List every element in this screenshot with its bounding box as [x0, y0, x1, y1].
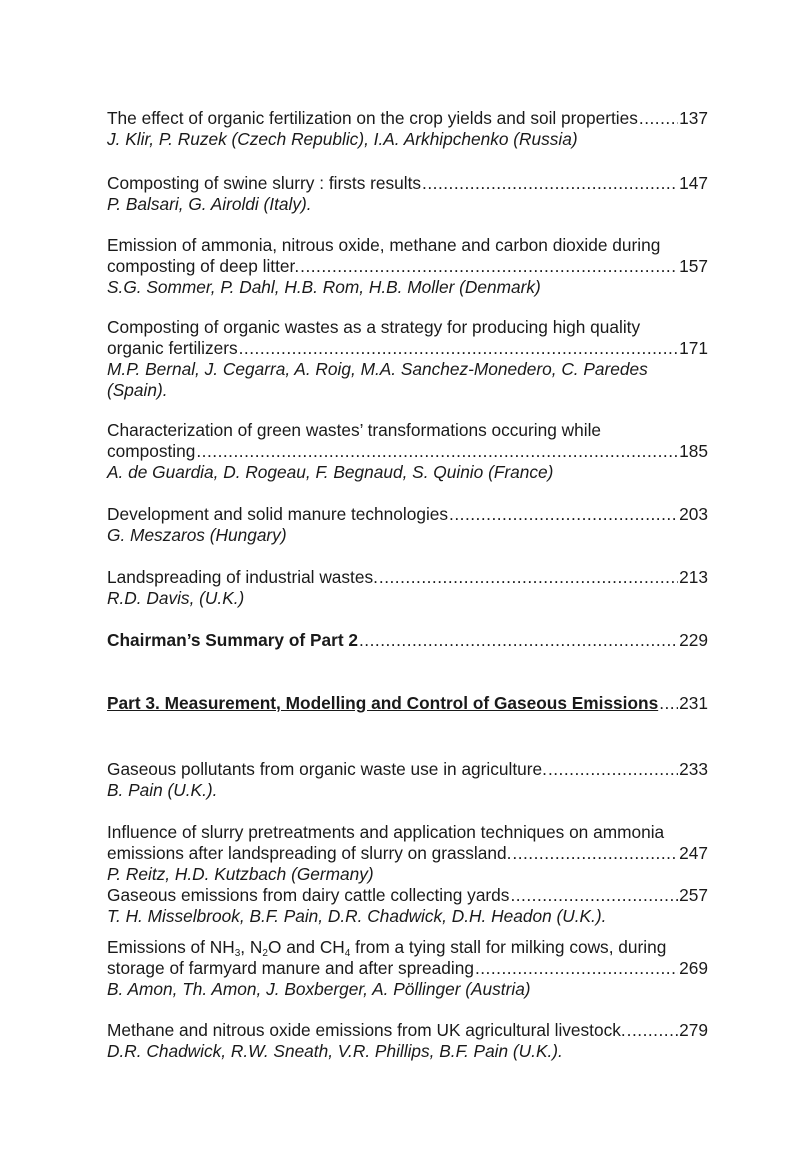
dot-leader — [510, 885, 678, 906]
entry-title: storage of farmyard manure and after spreading — [107, 958, 474, 978]
dot-leader — [475, 958, 678, 979]
entry-title-line-with-leader — [107, 958, 708, 979]
toc-entry — [107, 1020, 708, 1062]
dot-leader — [449, 504, 678, 525]
page-number: 213 — [679, 567, 708, 587]
page-number: 147 — [679, 173, 708, 193]
entry-title: Characterization of green wastes’ transformations occuring while — [107, 420, 602, 440]
entry-title-line-with-leader — [107, 759, 708, 780]
page-number: 137 — [679, 108, 708, 128]
page-number: 171 — [679, 338, 708, 358]
dot-leader — [659, 693, 678, 714]
entry-title: Part 3. Measurement, Modelling and Control of Gaseous Emissions — [107, 693, 659, 713]
entry-title-line-with-leader — [107, 504, 708, 525]
page-number: 203 — [679, 504, 708, 524]
entry-authors: S.G. Sommer, P. Dahl, H.B. Rom, H.B. Moller (Denmark) — [107, 277, 541, 297]
toc-entry — [107, 822, 708, 885]
toc-entry — [107, 759, 708, 801]
page-number: 157 — [679, 256, 708, 276]
entry-authors: M.P. Bernal, J. Cegarra, A. Roig, M.A. Sanchez-Monedero, C. Paredes — [107, 359, 648, 379]
entry-title-line-with-leader — [107, 256, 708, 277]
entry-title: Composting of swine slurry : firsts results — [107, 173, 422, 193]
entry-title-line-with-leader — [107, 338, 708, 359]
toc-entry — [107, 317, 708, 401]
dot-leader — [512, 843, 678, 864]
toc-entry — [107, 885, 708, 927]
entry-authors: A. de Guardia, D. Rogeau, F. Begnaud, S. Quinio (France) — [107, 462, 554, 482]
entry-title-line-with-leader — [107, 108, 708, 129]
page-number: 229 — [679, 630, 708, 650]
entry-title — [107, 937, 666, 957]
entry-title: composting of deep litter. — [107, 256, 300, 276]
entry-title: Composting of organic wastes as a strategy for producing high quality — [107, 317, 641, 337]
page-number: 233 — [679, 759, 708, 779]
toc-entry — [107, 235, 708, 298]
entry-title: Gaseous pollutants from organic waste use in agriculture. — [107, 759, 547, 779]
entry-title: composting — [107, 441, 196, 461]
entry-title-line — [107, 317, 708, 338]
entry-title-line — [107, 235, 708, 256]
toc-entry — [107, 937, 708, 1000]
entry-title-line-with-leader — [107, 1020, 708, 1041]
entry-authors: R.D. Davis, (U.K.) — [107, 588, 245, 608]
dot-leader — [239, 338, 679, 359]
subscript: 4 — [344, 948, 351, 959]
dot-leader — [196, 441, 678, 462]
entry-title-line-with-leader — [107, 441, 708, 462]
page-number: 269 — [679, 958, 708, 978]
entry-title: Landspreading of industrial wastes. — [107, 567, 378, 587]
entry-authors: P. Balsari, G. Airoldi (Italy). — [107, 194, 312, 214]
entry-authors: (Spain). — [107, 380, 168, 400]
title-segment: , N — [240, 937, 263, 957]
entry-title: Gaseous emissions from dairy cattle collecting yards — [107, 885, 510, 905]
entry-title-line-with-leader — [107, 885, 708, 906]
entry-title: emissions after landspreading of slurry on grassland. — [107, 843, 512, 863]
entry-title: Influence of slurry pretreatments and application techniques on ammonia — [107, 822, 665, 842]
entry-title-line-with-leader — [107, 693, 708, 714]
toc-entry — [107, 173, 708, 215]
page-number: 231 — [679, 693, 708, 713]
entry-title-line — [107, 937, 708, 958]
entry-title-line — [107, 420, 708, 441]
page-number: 257 — [679, 885, 708, 905]
entry-title: Methane and nitrous oxide emissions from UK agricultural livestock. — [107, 1020, 626, 1040]
toc-entry — [107, 693, 708, 714]
title-segment: O and CH — [267, 937, 345, 957]
entry-title-line — [107, 822, 708, 843]
entry-title: organic fertilizers — [107, 338, 238, 358]
toc-entry — [107, 420, 708, 483]
entry-authors: P. Reitz, H.D. Kutzbach (Germany) — [107, 864, 374, 884]
entry-title-line-with-leader — [107, 567, 708, 588]
entry-title-line-with-leader — [107, 630, 708, 651]
page-number: 247 — [679, 843, 708, 863]
dot-leader — [300, 256, 678, 277]
title-segment: Emissions of NH — [107, 937, 235, 957]
entry-title: The effect of organic fertilization on the crop yields and soil properties — [107, 108, 638, 128]
dot-leader — [379, 567, 678, 588]
dot-leader — [359, 630, 678, 651]
dot-leader — [627, 1020, 678, 1041]
entry-title: Chairman’s Summary of Part 2 — [107, 630, 358, 650]
entry-title: Emission of ammonia, nitrous oxide, methane and carbon dioxide during — [107, 235, 661, 255]
toc-entry — [107, 630, 708, 651]
page-number: 185 — [679, 441, 708, 461]
title-segment: from a tying stall for milking cows, during — [350, 937, 667, 957]
dot-leader — [639, 108, 678, 129]
entry-authors: T. H. Misselbrook, B.F. Pain, D.R. Chadwick, D.H. Headon (U.K.). — [107, 906, 607, 926]
entry-authors: J. Klir, P. Ruzek (Czech Republic), I.A. Arkhipchenko (Russia) — [107, 129, 578, 149]
entry-authors: B. Amon, Th. Amon, J. Boxberger, A. Pöllinger (Austria) — [107, 979, 531, 999]
entry-title-line-with-leader — [107, 843, 708, 864]
page-number: 279 — [679, 1020, 708, 1040]
subscript: 3 — [234, 948, 241, 959]
entry-authors: D.R. Chadwick, R.W. Sneath, V.R. Phillips, B.F. Pain (U.K.). — [107, 1041, 563, 1061]
toc-entry — [107, 567, 708, 609]
toc-entry — [107, 504, 708, 546]
entry-title: Development and solid manure technologies — [107, 504, 449, 524]
entry-title-line-with-leader — [107, 173, 708, 194]
dot-leader — [548, 759, 678, 780]
entry-authors: B. Pain (U.K.). — [107, 780, 218, 800]
entry-authors: G. Meszaros (Hungary) — [107, 525, 287, 545]
subscript: 2 — [262, 948, 268, 959]
toc-entry — [107, 108, 708, 150]
dot-leader — [422, 173, 678, 194]
